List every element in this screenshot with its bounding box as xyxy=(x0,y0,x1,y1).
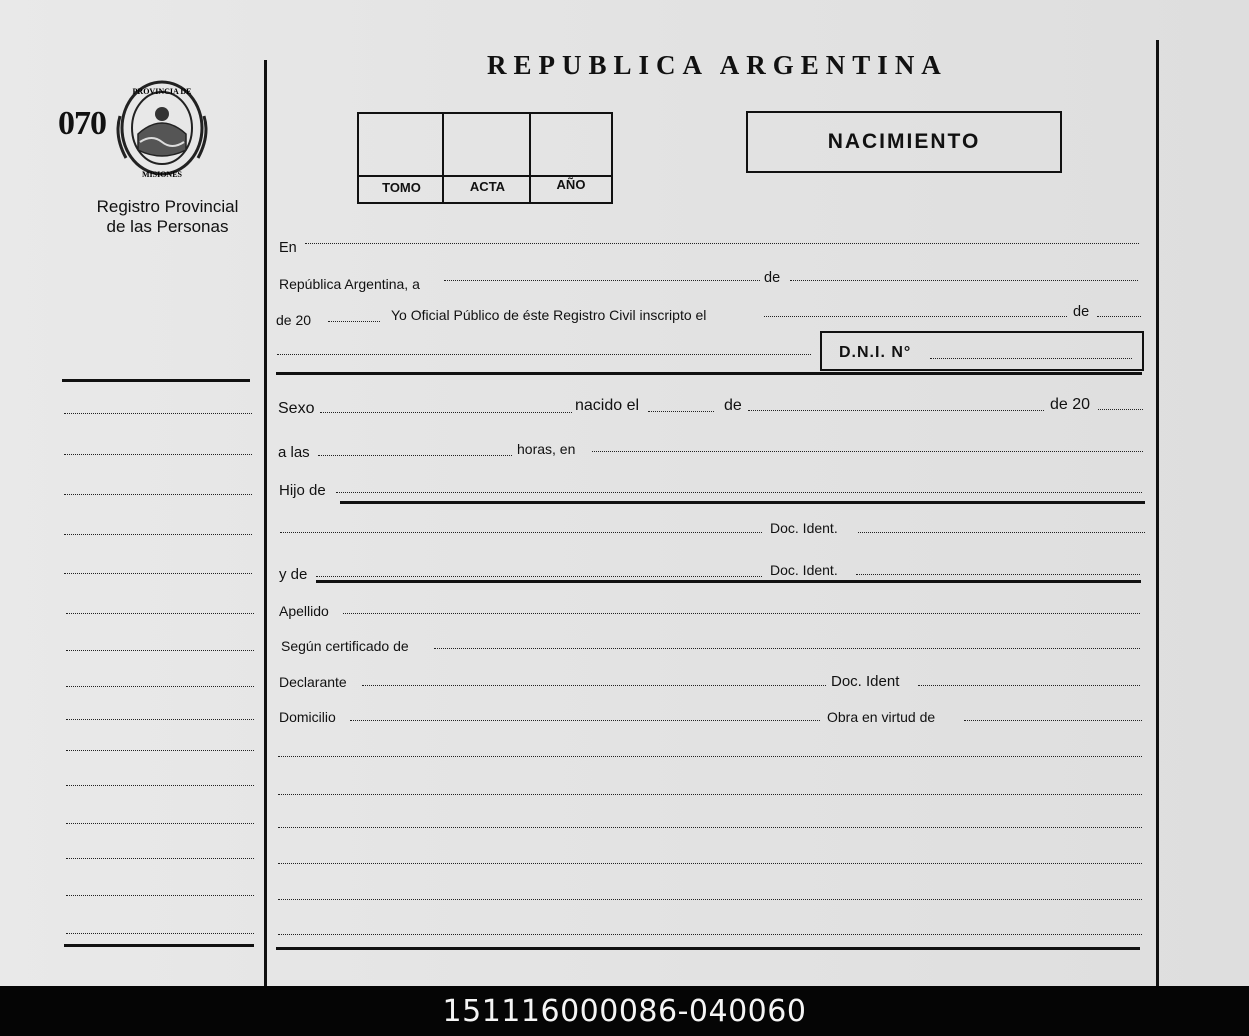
obra-field[interactable] xyxy=(964,720,1142,721)
en-label: En xyxy=(279,240,297,256)
birth-month-field[interactable] xyxy=(748,410,1044,411)
margin-line[interactable] xyxy=(64,413,252,414)
dni-label: D.N.I. N° xyxy=(839,344,912,361)
inscripto-de-field[interactable] xyxy=(1097,316,1141,317)
birthplace-field[interactable] xyxy=(592,451,1143,452)
nacido-label: nacido el xyxy=(575,397,640,414)
left-border xyxy=(264,60,267,986)
margin-line[interactable] xyxy=(66,750,254,751)
notes-line[interactable] xyxy=(278,899,1142,900)
doc-ident-label-2: Doc. Ident. xyxy=(770,562,838,578)
year-field[interactable] xyxy=(328,321,380,322)
acta-label: ACTA xyxy=(469,179,506,194)
hijo-label: Hijo de xyxy=(279,482,326,499)
de-label-3: de xyxy=(724,397,742,414)
de-label-1: de xyxy=(764,270,781,286)
father-rule xyxy=(340,501,1145,504)
margin-line[interactable] xyxy=(66,858,254,859)
record-box xyxy=(357,112,613,204)
right-border xyxy=(1156,40,1159,986)
margin-line[interactable] xyxy=(64,573,252,574)
sexo-label: Sexo xyxy=(278,400,315,417)
registry-line-2: de las Personas xyxy=(106,217,229,236)
mother-rule xyxy=(316,580,1141,583)
notes-line[interactable] xyxy=(278,863,1142,864)
mother-doc-field[interactable] xyxy=(856,574,1140,575)
notes-line[interactable] xyxy=(278,827,1142,828)
horas-label: horas, en xyxy=(517,441,576,457)
domicilio-label: Domicilio xyxy=(279,709,336,725)
yde-label: y de xyxy=(279,566,308,583)
month-field[interactable] xyxy=(790,280,1138,281)
republica-label: República Argentina, a xyxy=(279,276,420,292)
nacido-field[interactable] xyxy=(648,411,714,412)
certificado-field[interactable] xyxy=(434,648,1140,649)
day-field[interactable] xyxy=(444,280,760,281)
apellido-field[interactable] xyxy=(343,613,1140,614)
anio-label: AÑO xyxy=(556,177,586,192)
en-field[interactable] xyxy=(305,243,1139,244)
inscripto-field[interactable] xyxy=(764,316,1067,317)
de20-label: de 20 xyxy=(276,312,312,328)
margin-line[interactable] xyxy=(64,534,252,535)
dni-field[interactable] xyxy=(930,358,1132,359)
father-field[interactable] xyxy=(336,492,1142,493)
form-number: 070 xyxy=(58,105,106,142)
notes-line[interactable] xyxy=(278,794,1142,795)
father-cont-field[interactable] xyxy=(280,532,762,533)
margin-line[interactable] xyxy=(66,719,254,720)
margin-top-rule xyxy=(62,379,250,382)
apellido-label: Apellido xyxy=(279,603,329,619)
section-divider xyxy=(276,372,1142,375)
officer-name-field[interactable] xyxy=(277,354,811,355)
margin-line[interactable] xyxy=(66,933,254,934)
acta-input[interactable] xyxy=(446,116,527,173)
bottom-rule xyxy=(276,947,1140,950)
registry-line-1: Registro Provincial xyxy=(96,197,239,216)
sexo-field[interactable] xyxy=(320,412,572,413)
registry-name xyxy=(70,197,265,237)
coat-of-arms-seal xyxy=(112,76,212,184)
mother-field[interactable] xyxy=(316,576,762,577)
margin-bottom-rule xyxy=(64,944,254,947)
birth-year-field[interactable] xyxy=(1098,409,1143,410)
record-type-box: NACIMIENTO xyxy=(746,111,1062,173)
doc-ident-label-1: Doc. Ident. xyxy=(770,520,838,536)
page-title: REPUBLICA ARGENTINA xyxy=(487,50,948,80)
tomo-label: TOMO xyxy=(382,180,421,195)
alas-label: a las xyxy=(278,444,310,461)
doc-ident-label-3: Doc. Ident xyxy=(831,673,900,690)
de-label-2: de xyxy=(1073,304,1090,320)
margin-line[interactable] xyxy=(66,686,254,687)
margin-line[interactable] xyxy=(64,494,252,495)
hours-field[interactable] xyxy=(318,455,512,456)
father-doc-field[interactable] xyxy=(858,532,1145,533)
notes-line[interactable] xyxy=(278,756,1142,757)
seal-text-bottom: MISIONES xyxy=(141,170,183,179)
declarante-field[interactable] xyxy=(362,685,826,686)
obra-label: Obra en virtud de xyxy=(827,709,936,725)
declarante-label: Declarante xyxy=(279,674,347,690)
segun-label: Según certificado de xyxy=(281,638,409,654)
tomo-input[interactable] xyxy=(361,116,440,173)
anio-input[interactable] xyxy=(533,116,609,173)
margin-line[interactable] xyxy=(66,823,254,824)
margin-line[interactable] xyxy=(66,650,254,651)
de20b-label: de 20 xyxy=(1050,396,1091,413)
margin-line[interactable] xyxy=(64,454,252,455)
document-id-footer: 151116000086-040060 xyxy=(0,986,1249,1036)
oficial-label: Yo Oficial Público de éste Registro Civil inscripto el xyxy=(391,307,707,323)
notes-line[interactable] xyxy=(278,934,1142,935)
margin-line[interactable] xyxy=(66,895,254,896)
domicilio-field[interactable] xyxy=(350,720,820,721)
margin-line[interactable] xyxy=(66,613,254,614)
declarante-doc-field[interactable] xyxy=(918,685,1140,686)
margin-line[interactable] xyxy=(66,785,254,786)
seal-text-top: PROVINCIA DE xyxy=(132,87,192,96)
dni-box xyxy=(820,331,1144,371)
